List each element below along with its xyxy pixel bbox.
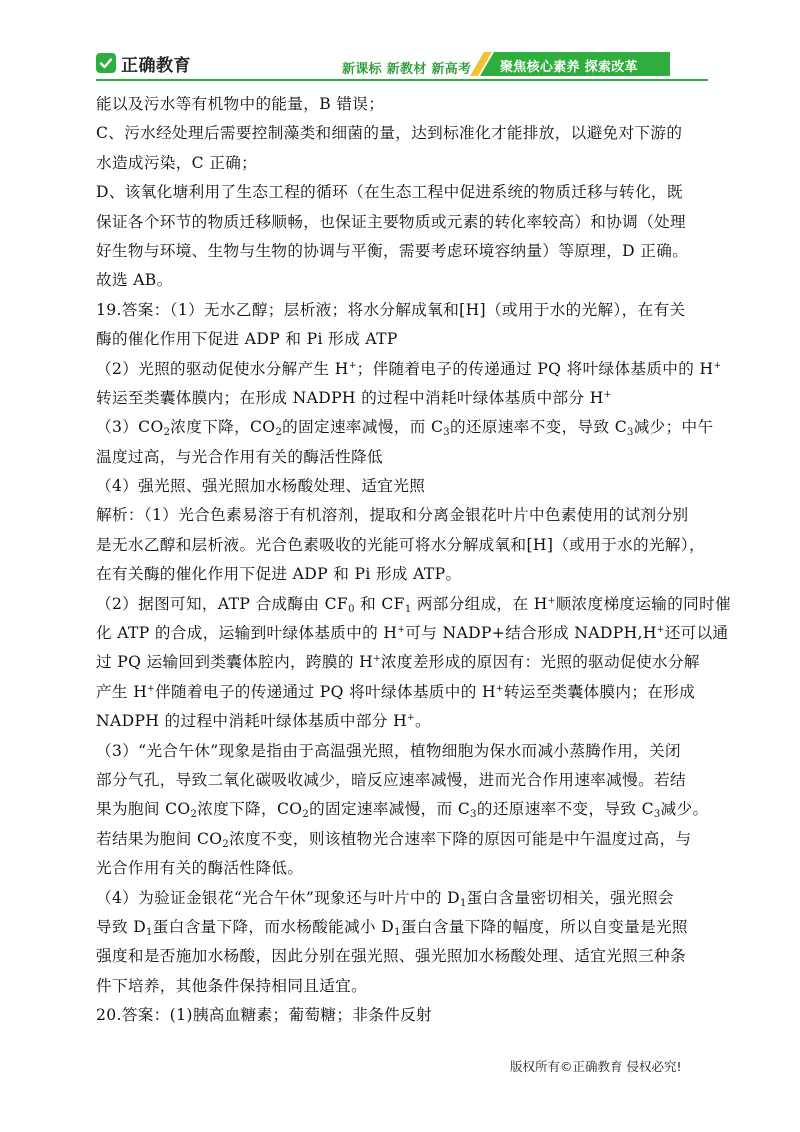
text-segment: 蛋白含量下降的幅度，所以自变量是光照 [400,917,688,936]
subscript: 3 [653,809,661,821]
text-segment: 转运至类囊体膜内；在形成 NADPH 的过程中消耗叶绿体基质中部分 H [96,388,604,407]
superscript: + [547,595,556,606]
superscript: + [656,625,665,636]
text-segment: 还可以通 [664,624,729,643]
text-segment: 的还原速率不变，导致 C [476,800,654,819]
text-segment: 的还原速率不变，导致 C [449,418,627,437]
subscript: 3 [470,809,477,821]
text-line [96,560,708,589]
text-segment: 在有关酶的催化作用下促进 ADP 和 Pi 形成 ATP。 [96,565,462,584]
superscript: + [373,654,381,665]
text-segment: 的固定速率减慢，而 C [282,418,444,437]
text-segment: 过 PQ 运输回到类囊体腔内，跨膜的 H [96,653,374,672]
text-segment: （2）据图可知，ATP 合成酶由 CF [96,594,349,613]
document-body [96,90,731,1031]
text-line [96,296,708,325]
text-segment: 转运至类囊体膜内；在形成 [503,682,696,701]
text-line [96,1001,708,1030]
subscript: 3 [443,427,450,439]
text-line [96,443,708,472]
subscript: 3 [627,427,634,439]
page-header [96,46,708,80]
subscript: 2 [302,809,310,821]
text-segment: （3）CO [96,418,164,437]
text-line [96,325,708,354]
text-segment: 蛋白含量下降，而水杨酸能减小 D [152,917,395,936]
text-segment: 浓度下降，CO [170,418,276,437]
text-line [96,413,714,442]
text-segment: 浓度下降，CO [197,800,303,819]
text-segment: 保证各个环节的物质迁移顺畅，也保证主要物质或元素的转化率较高）和协调（处理 [96,212,686,231]
text-segment: 浓度不变，则该植物光合速率下降的原因可能是中午温度过高，与 [229,829,692,848]
subscript: 1 [146,926,153,938]
text-line [96,884,708,913]
text-segment: 可与 NADP+结合形成 NADPH,H [405,624,657,643]
text-segment: 件下培养，其他条件保持相同且适宜。 [96,976,368,995]
text-segment: （2）光照的驱动促使水分解产生 H [96,359,349,378]
copyright-footer: 版权所有©正确教育 侵权必究! [510,1059,682,1074]
superscript: + [713,360,722,371]
superscript: + [407,713,415,724]
header-slogan-left: 新课标 新教材 新高考 [342,62,472,77]
check-icon [96,53,116,73]
text-line [96,913,708,942]
text-segment: ；伴随着电子的传递通过 PQ 将叶绿体基质中的 H [356,359,714,378]
text-line [96,119,708,148]
text-line [96,355,722,384]
text-line [96,766,708,795]
text-segment: 好生物与环境、生物与生物的协调与平衡，需要考虑环境容纳量）等原理，D 正确。 [96,241,689,260]
text-line [96,237,708,266]
text-line [96,648,708,677]
text-segment: 水造成污染，C 正确； [96,153,258,172]
text-line [96,854,708,883]
text-line [96,737,708,766]
text-segment: D、该氧化塘利用了生态工程的循环（在生态工程中促进系统的物质迁移与转化，既 [96,183,683,202]
text-segment: 是无水乙醇和层析液。光合色素吸收的光能可将水分解成氧和[H]（或用于水的光解）， [96,535,705,554]
text-line [96,501,708,530]
text-line [96,942,708,971]
text-line [96,472,708,501]
subscript: 1 [459,897,467,909]
text-segment: 果为胞间 CO [96,800,191,819]
text-segment: 。 [414,712,431,731]
text-segment: 20.答案：(1)胰高血糖素；葡萄糖；非条件反射 [96,1006,432,1025]
text-line [96,619,729,648]
text-segment: 部分气孔，导致二氧化碳吸收减少，暗反应速率减慢，进而光合作用速率减慢。若结 [96,770,686,789]
text-segment: 酶的催化作用下促进 ADP 和 Pi 形成 ATP [96,330,398,349]
superscript: + [495,683,504,694]
header-slogan-right: 聚焦核心素养 探索改革 [500,60,638,75]
subscript: 2 [163,427,171,439]
text-segment: 伴随着电子的传递通过 PQ 将叶绿体基质中的 H [155,682,496,701]
text-line [96,208,708,237]
text-line [96,678,708,707]
text-segment: 故选 AB。 [96,271,173,290]
text-line [96,90,708,119]
text-segment: 强度和是否施加水杨酸，因此分别在强光照、强光照加水杨酸处理、适宜光照三种条 [96,947,686,966]
text-segment: 化 ATP 的合成，运输到叶绿体基质中的 H [96,624,398,643]
text-line [96,531,708,560]
text-segment: 浓度差形成的原因有：光照的驱动促使水分解 [380,653,700,672]
subscript: 0 [348,603,355,615]
text-segment: 19.答案：（1）无水乙醇；层析液；将水分解成氧和[H]（或用于水的光解），在有关 [96,300,686,319]
text-segment: 产生 H [96,682,148,701]
subscript: 2 [190,809,198,821]
subscript: 2 [222,838,230,850]
text-segment: 能以及污水等有机物中的能量，B 错误； [96,95,385,113]
text-segment: （4）强光照、强光照加水杨酸处理、适宜光照 [96,477,426,496]
text-line [96,825,708,854]
text-segment: 和 CF [354,594,405,613]
text-segment: 导致 D [96,917,147,936]
subscript: 2 [275,427,283,439]
text-line [96,590,731,619]
brand-name: 正确教育 [121,55,191,76]
text-segment: 光合作用有关的酶活性降低。 [96,859,304,878]
text-segment: 的固定速率减慢，而 C [309,800,471,819]
text-line [96,266,708,295]
text-line [96,178,708,207]
text-segment: （4）为验证金银花“光合午休”现象还与叶片中的 D [96,888,460,907]
superscript: + [603,389,612,400]
text-line [96,149,708,178]
text-segment: 蛋白含量密切相关，强光照会 [466,888,674,907]
text-segment: NADPH 的过程中消耗叶绿体基质中部分 H [96,712,408,731]
header-divider [96,79,708,81]
text-segment: 温度过高，与光合作用有关的酶活性降低 [96,447,383,466]
text-line [96,707,708,736]
superscript: + [348,360,357,371]
text-segment: 减少；中午 [633,418,714,437]
superscript: + [397,625,406,636]
text-segment: 两部分组成，在 H [411,594,548,613]
text-segment: （3）“光合午休”现象是指由于高温强光照，植物细胞为保水而减小蒸腾作用，关闭 [96,741,681,760]
subscript: 1 [394,926,401,938]
text-line [96,384,708,413]
text-line [96,795,708,824]
text-segment: 解析：（1）光合色素易溶于有机溶剂，提取和分离金银花叶片中色素使用的试剂分别 [96,506,689,525]
text-segment: 顺浓度梯度运输的同时催 [555,594,731,613]
text-line [96,972,708,1001]
brand-logo [96,50,191,76]
text-segment: 若结果为胞间 CO [96,829,223,848]
text-segment: C、污水经处理后需要控制藻类和细菌的量，达到标准化才能排放，以避免对下游的 [96,124,683,143]
superscript: + [147,683,156,694]
text-segment: 减少。 [660,800,709,819]
subscript: 1 [404,603,412,615]
